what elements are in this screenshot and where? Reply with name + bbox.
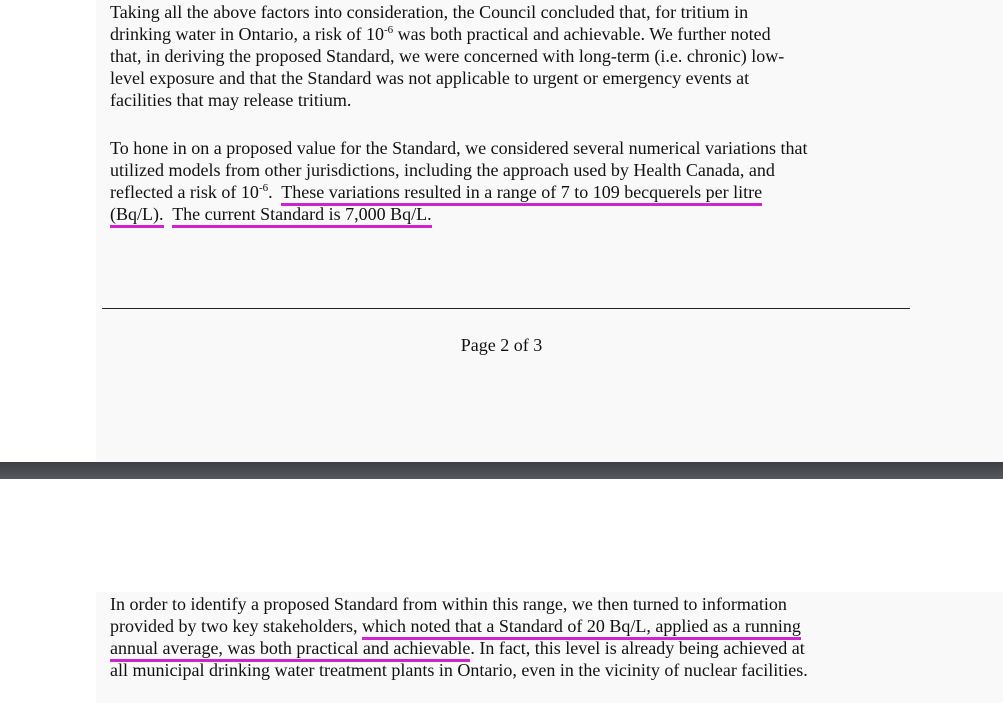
text-line: facilities that may release tritium.	[110, 90, 352, 110]
text-line: annual average, was both practical and achievable. In fact, this level is already being achieved at	[110, 637, 808, 659]
text-line: provided by two key stakeholders, which noted that a Standard of 20 Bq/L, applied as a running	[110, 615, 808, 637]
text-line: reflected a risk of $10^{-6}$. These variations resulted in a range of 7 to 109 becquerels per litre	[110, 181, 808, 203]
highlighted-text: annual average, was both practical and achievable	[110, 638, 470, 662]
text-line: utilized models from other jurisdictions, including the approach used by Health Canada, and	[110, 160, 775, 180]
text-line: To hone in on a proposed value for the Standard, we considered several numerical variations that	[110, 138, 808, 158]
exponent: -6	[258, 182, 269, 194]
text-line	[110, 203, 808, 225]
paragraph-risk-conclusion	[110, 1, 784, 111]
text-line: In order to identify a proposed Standard from within this range, we then turned to information	[110, 594, 787, 614]
paragraph-numerical-variations	[110, 137, 808, 225]
footer-rule	[102, 308, 910, 309]
page-separator	[0, 462, 1003, 479]
text-line: drinking water in Ontario, a risk of $10^{-6}$ was both practical and achievable. We further noted	[110, 24, 771, 44]
highlighted-text: which noted that a Standard of 20 Bq/L, applied as a running	[362, 616, 801, 640]
text-line: Taking all the above factors into consideration, the Council concluded that, for tritium in	[110, 2, 749, 22]
highlighted-text: The current Standard is 7,000 Bq/L.	[172, 204, 431, 228]
text-line: all municipal drinking water treatment plants in Ontario, even in the vicinity of nuclear facilities.	[110, 660, 808, 680]
text-line: level exposure and that the Standard was not applicable to urgent or emergency events at	[110, 68, 750, 88]
exponent: -6	[383, 24, 394, 36]
page-number: Page 2 of 3	[460, 335, 543, 355]
text-line: that, in deriving the proposed Standard, we were concerned with long-term (i.e. chronic) low-	[110, 46, 785, 66]
highlighted-text: (Bq/L).	[110, 204, 164, 228]
highlighted-text: These variations resulted in a range of 7 to 109 becquerels per litre	[281, 182, 762, 206]
paragraph-stakeholders	[110, 593, 808, 681]
